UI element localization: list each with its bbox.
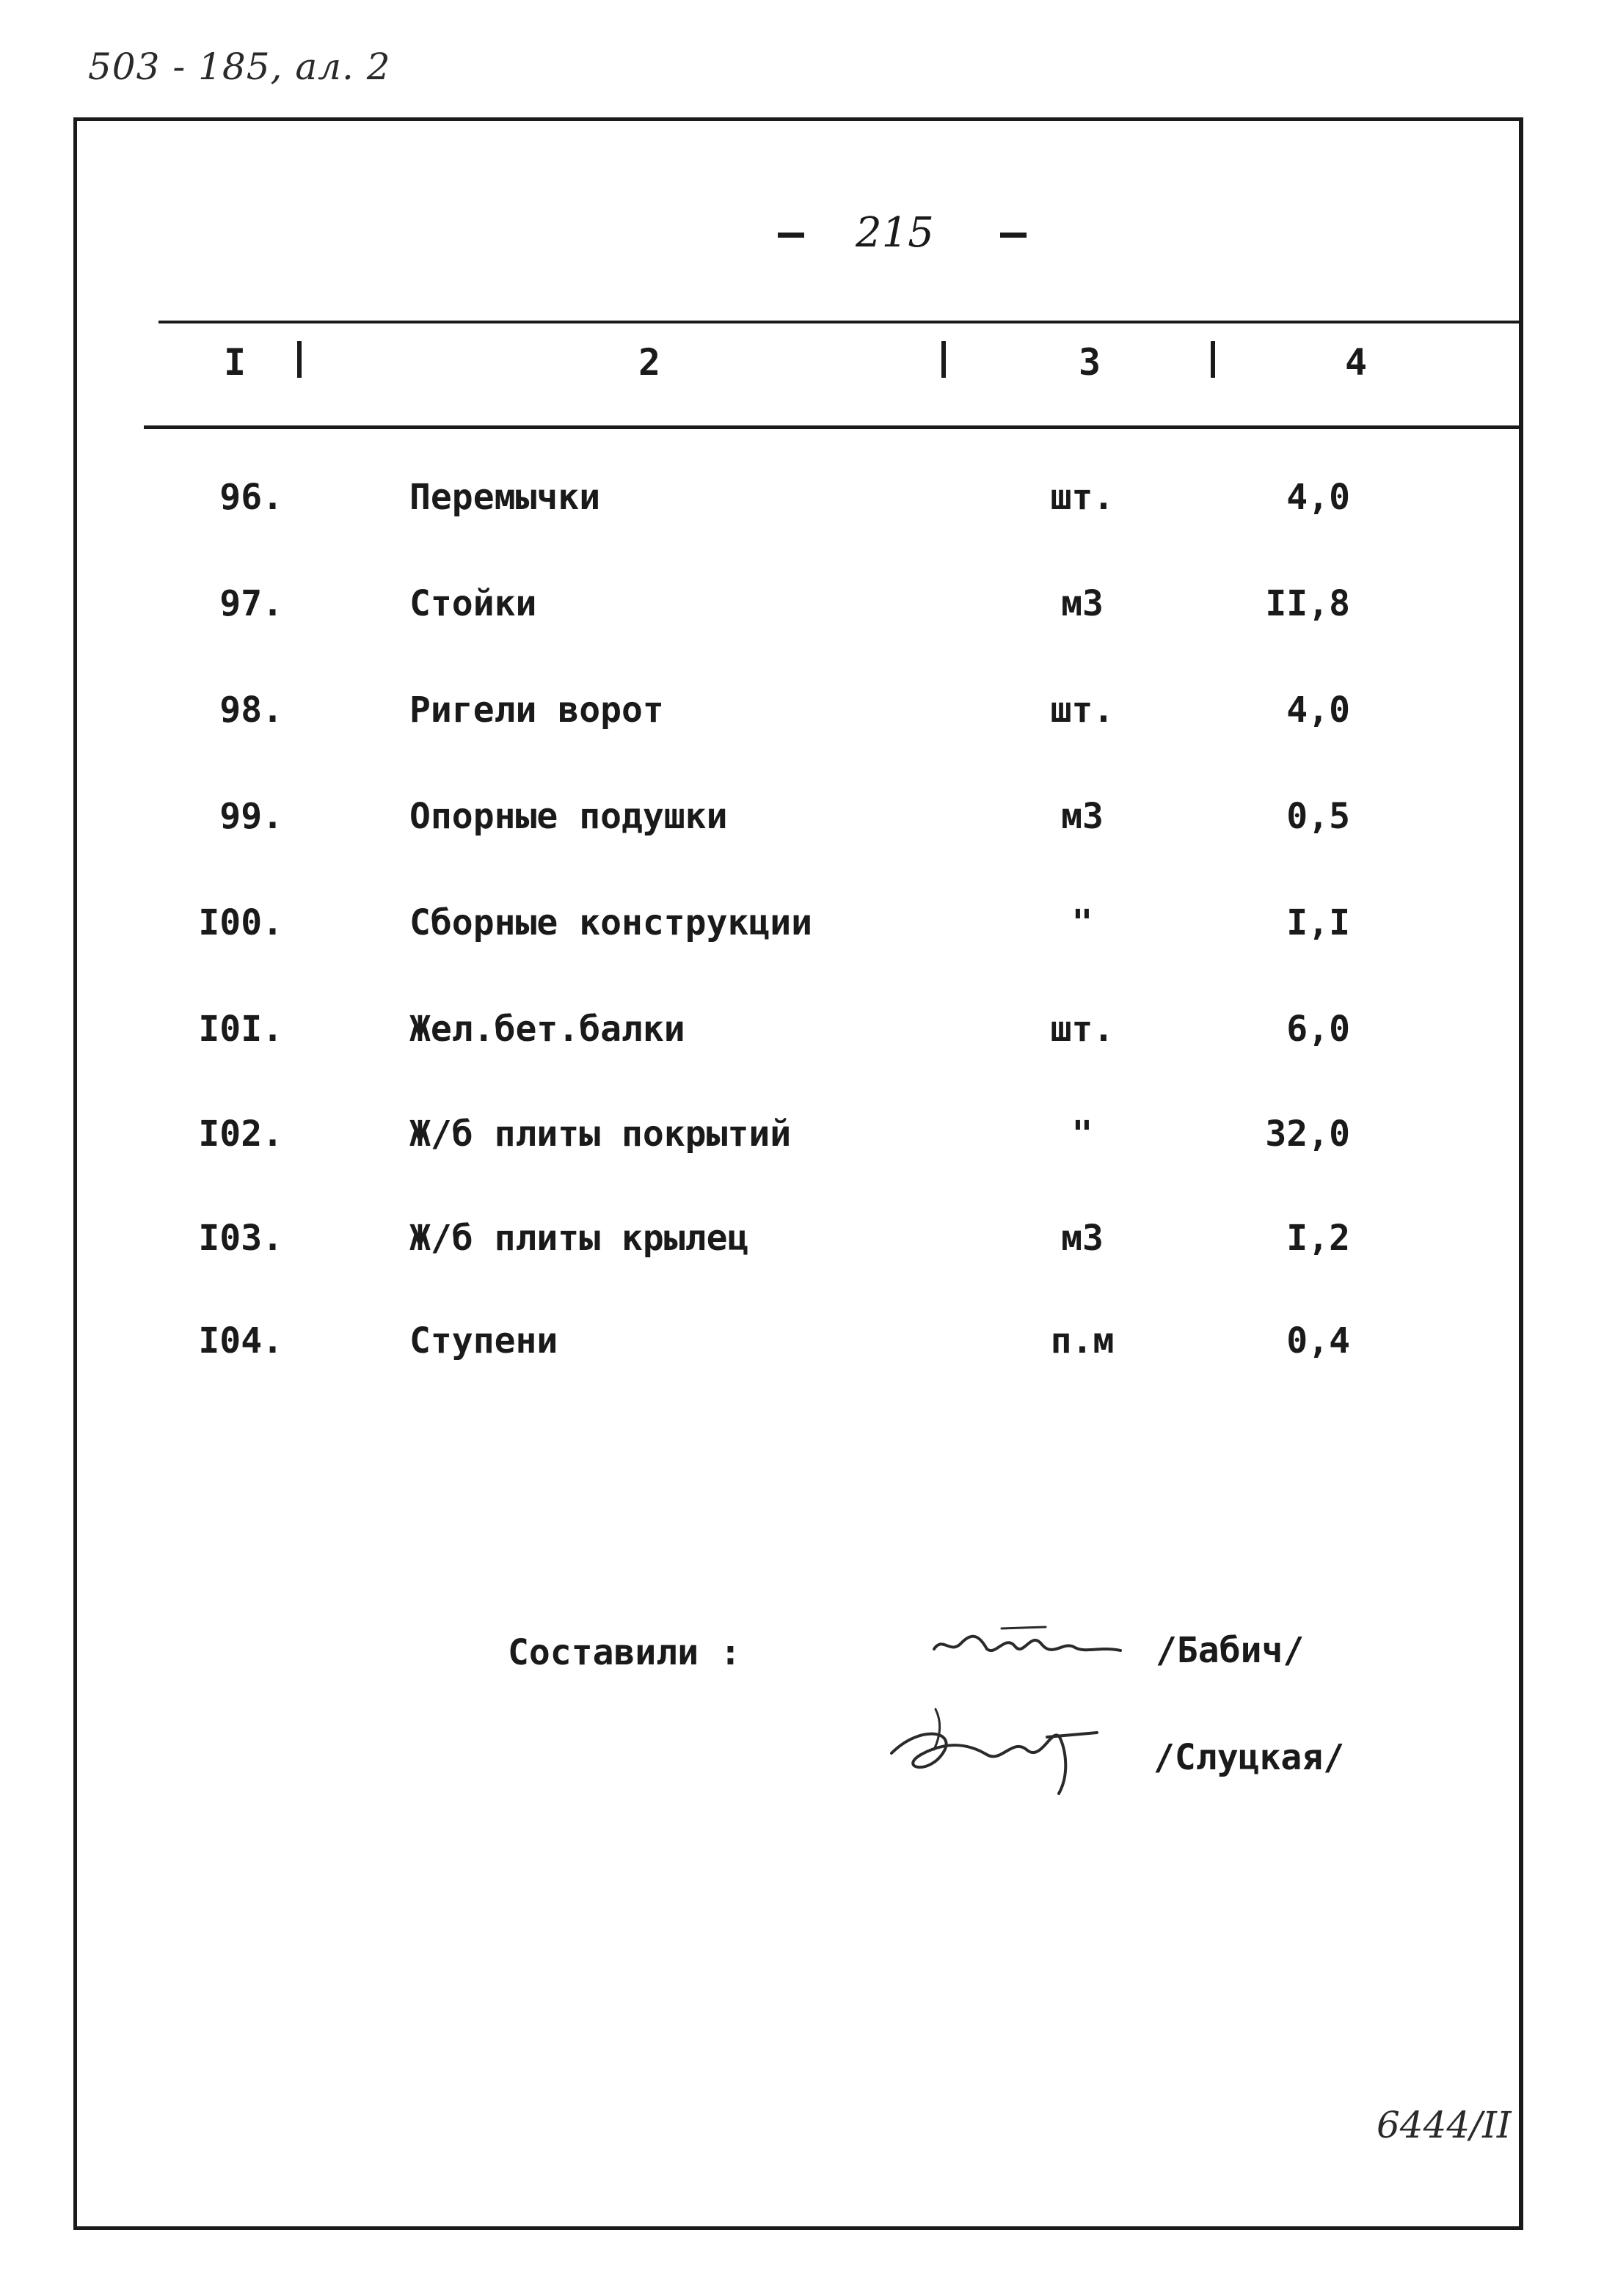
item-quantity: 4,0 [1286,477,1350,518]
row-number: 97. [219,583,283,624]
signatory-name: /Бабич/ [1156,1630,1305,1671]
item-unit: м3 [1061,796,1104,837]
table-row [0,796,1604,847]
item-name: Стойки [409,583,537,624]
item-quantity: 6,0 [1286,1009,1350,1050]
table-row [0,1218,1604,1269]
table-row [0,1114,1604,1165]
page-number-dash-right [1000,233,1027,238]
column-header-1: I [224,341,247,384]
item-name: Ж/б плиты покрытий [409,1114,792,1155]
row-number: I00. [198,902,283,943]
page-number-dash-left [778,233,804,238]
table-row [0,583,1604,635]
table-row [0,690,1604,741]
table-header-bottom-rule [144,425,1523,429]
table-row [0,1320,1604,1372]
item-unit: " [1071,902,1093,943]
item-name: Ступени [409,1320,558,1361]
item-name: Ригели ворот [409,690,664,731]
row-number: 99. [219,796,283,837]
signature-slutskaya-icon [877,1694,1119,1805]
item-name: Ж/б плиты крылец [409,1218,749,1259]
item-name: Опорные подушки [409,796,728,837]
table-row [0,902,1604,954]
table-header-top-rule [158,321,1523,323]
table-row [0,477,1604,528]
item-quantity: 0,4 [1286,1320,1350,1361]
item-name: Перемычки [409,477,601,518]
row-number: I02. [198,1114,283,1155]
archive-inventory-note: 6444/II [1377,2104,1512,2146]
signatory-name: /Слуцкая/ [1153,1737,1345,1778]
item-quantity: II,8 [1265,583,1350,624]
table-row [0,1009,1604,1060]
item-unit: м3 [1061,583,1104,624]
item-unit: п.м [1050,1320,1115,1361]
column-header-2: 2 [638,341,661,384]
row-number: 96. [219,477,283,518]
compiled-by-label: Составили : [508,1632,741,1673]
page-frame [73,117,1523,2230]
signature-babich-icon [928,1614,1126,1672]
item-name: Жел.бет.балки [409,1009,685,1050]
item-unit: м3 [1061,1218,1104,1259]
column-separator [1211,341,1215,378]
item-unit: шт. [1050,477,1115,518]
row-number: I03. [198,1218,283,1259]
item-quantity: 32,0 [1265,1114,1350,1155]
row-number: I04. [198,1320,283,1361]
item-unit: шт. [1050,1009,1115,1050]
item-quantity: I,I [1286,902,1350,943]
item-quantity: 0,5 [1286,796,1350,837]
column-header-3: 3 [1079,341,1101,384]
item-quantity: 4,0 [1286,690,1350,731]
column-separator [941,341,946,378]
row-number: 98. [219,690,283,731]
column-separator [297,341,302,378]
page-number-value: 215 [856,209,934,257]
column-header-4: 4 [1345,341,1368,384]
item-unit: " [1071,1114,1093,1155]
item-name: Сборные конструкции [409,902,813,943]
archive-reference-note: 503 - 185, ал. 2 [88,45,391,88]
item-unit: шт. [1050,690,1115,731]
page-number [778,209,1027,257]
row-number: I0I. [198,1009,283,1050]
item-quantity: I,2 [1286,1218,1350,1259]
